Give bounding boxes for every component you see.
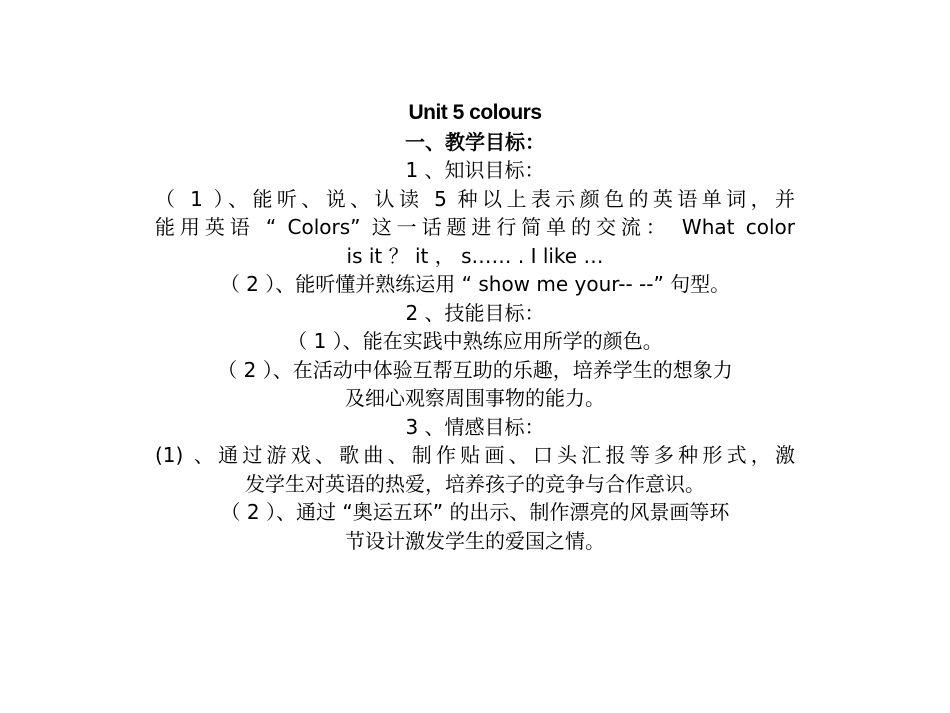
text-line: (1) 、通过游戏、歌曲、制作贴画、口头汇报等多种形式，激: [155, 443, 795, 467]
subheading-skill-objectives: 2 、技能目标：: [405, 300, 545, 325]
section-heading-teaching-objectives: 一、教学目标：: [405, 129, 545, 154]
subheading-knowledge-objectives: 1 、知识目标：: [405, 158, 545, 182]
text-line: 发学生对英语的热爱，培养孩子的竞争与合作意识。: [245, 471, 705, 496]
subheading-emotional-objectives: 3 、情感目标：: [405, 414, 545, 439]
text-line: （ 2 ）、通过 “奥运五环” 的出示、制作漂亮的风景画等环: [220, 500, 730, 524]
text-line: （ 1 ）、能在实践中熟练应用所学的颜色。: [287, 329, 663, 353]
text-line: 节设计激发学生的爱国之情。: [345, 528, 605, 553]
text-line: （ 2 ）、在活动中体验互帮互助的乐趣，培养学生的想象力: [217, 357, 733, 382]
text-line: 能用英语 “ Colors” 这一话题进行简单的交流： What color: [155, 215, 795, 239]
text-line: is it ？ it ， s…… . I like …: [346, 243, 604, 268]
document-title: Unit 5 colours: [408, 101, 542, 124]
text-line: 及细心观察周围事物的能力。: [345, 386, 605, 410]
document-body: [155, 99, 795, 555]
text-line: （ 1 ）、能听、说、认读 5 种以上表示颜色的英语单词，并: [155, 186, 795, 211]
text-line: （ 2 ）、能听懂并熟练运用 “ show me your-- --” 句型。: [219, 272, 731, 296]
